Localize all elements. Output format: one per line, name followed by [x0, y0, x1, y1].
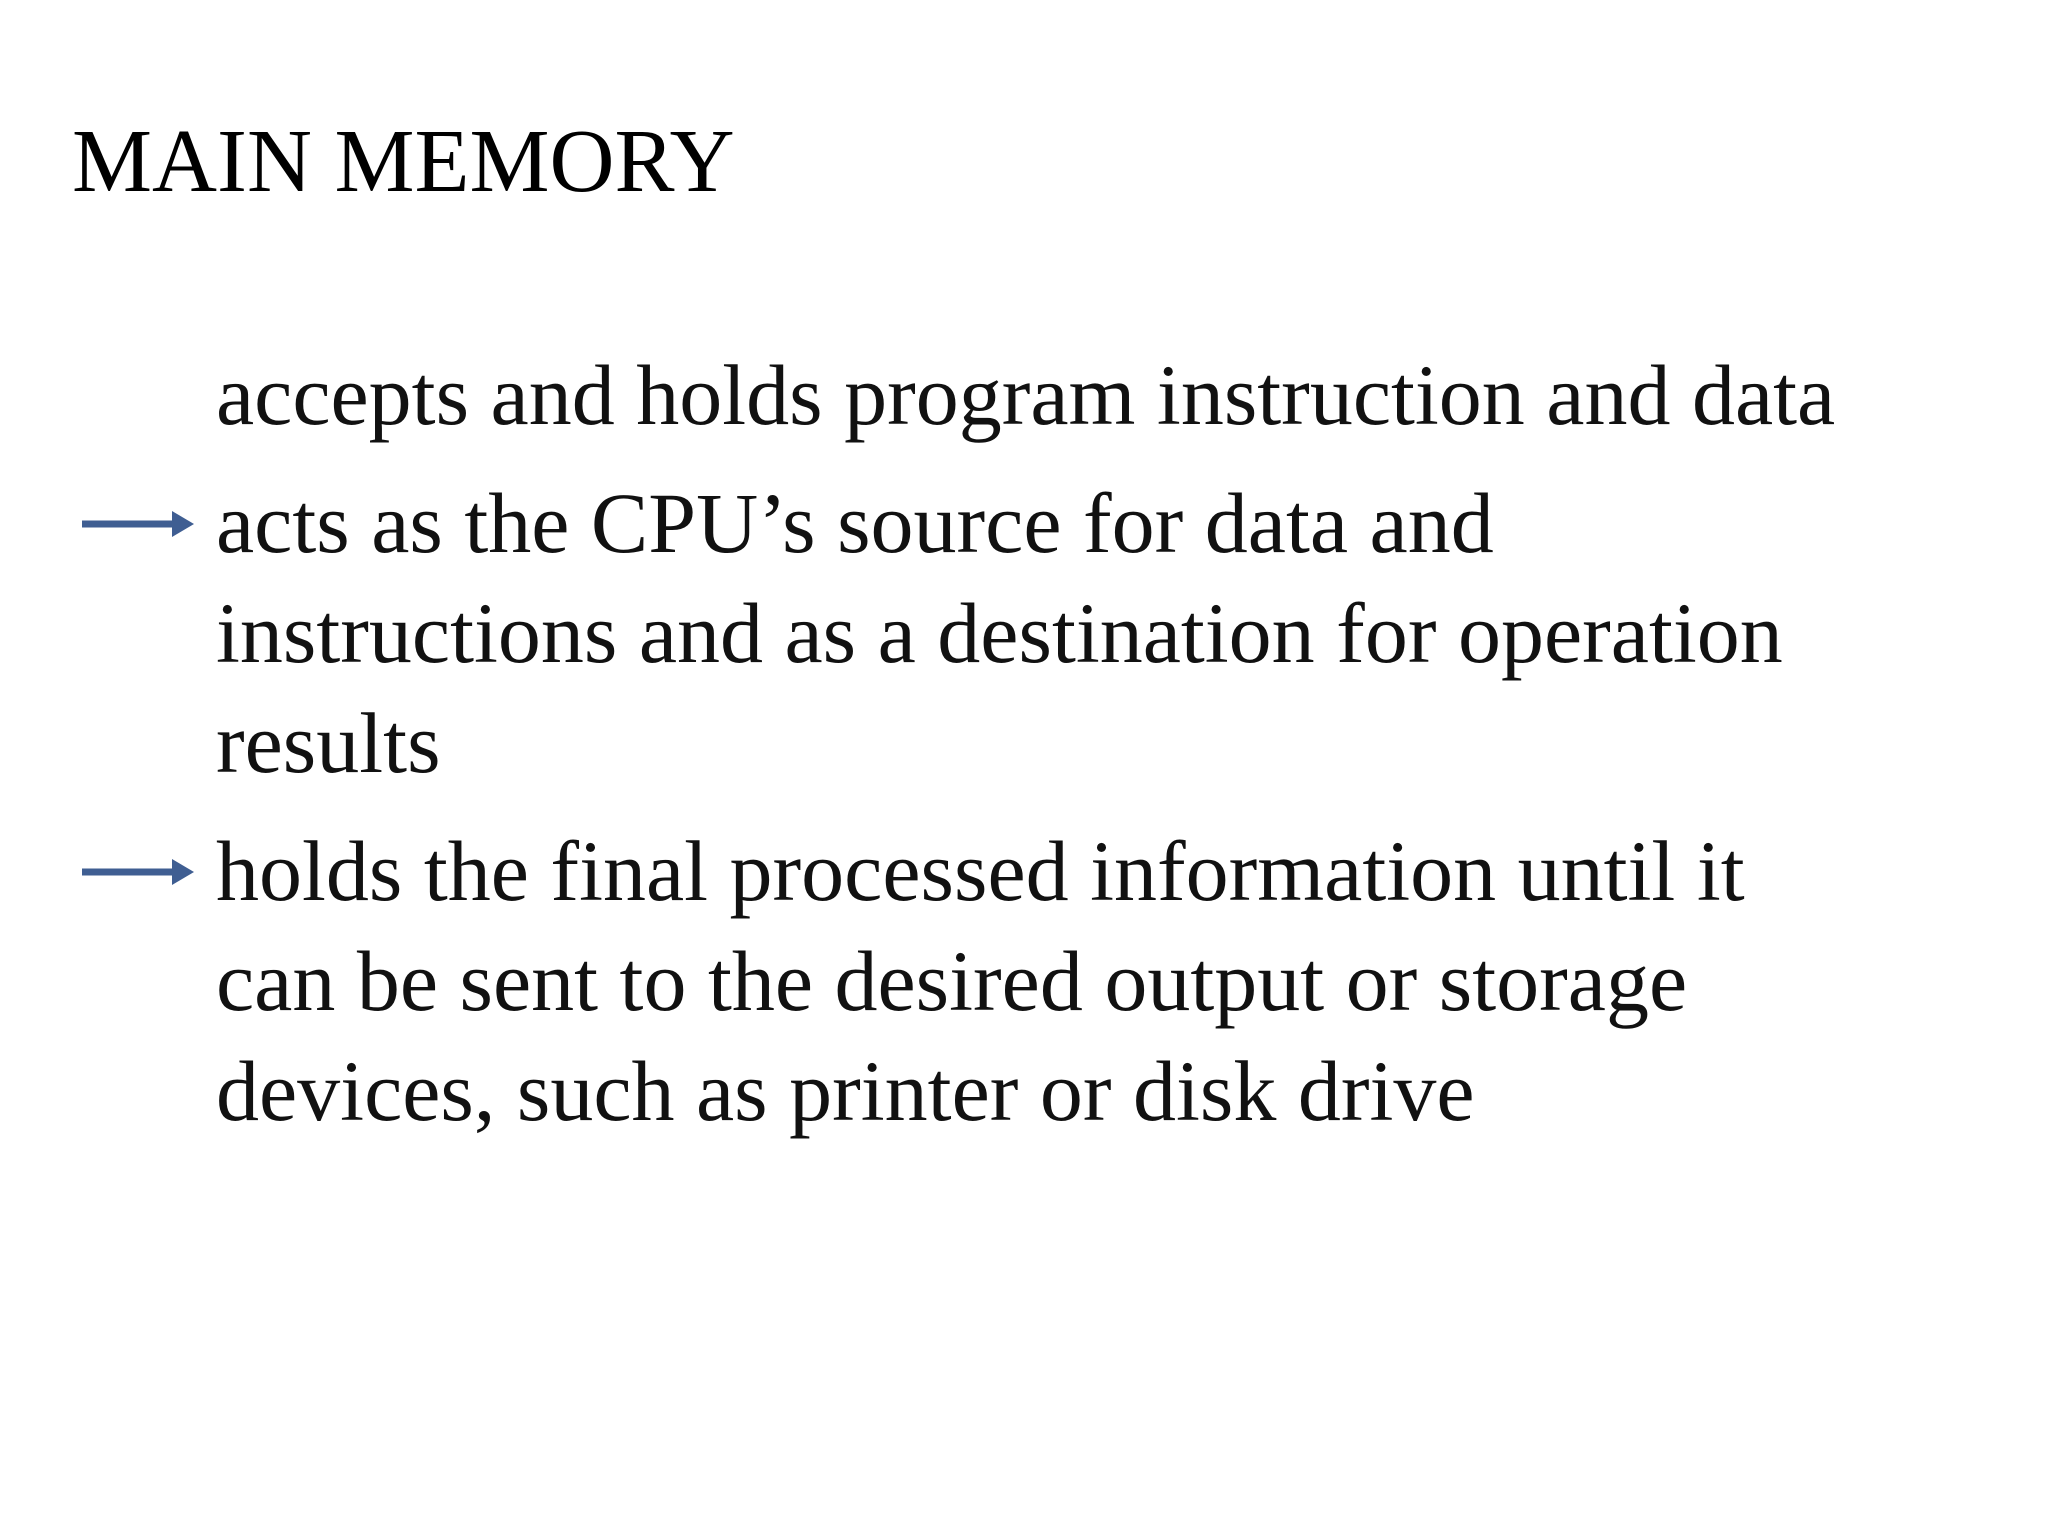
slide-title: MAIN MEMORY [72, 112, 735, 211]
bullet-text: holds the final processed information until it can be sent to the desired output or storage devices, such as printer or disk drive [216, 823, 1745, 1139]
bullet-list [0, 340, 2048, 1164]
arrow-right-icon [80, 854, 196, 890]
arrow-right-icon [80, 506, 196, 542]
bullet-text: accepts and holds program instruction and data [216, 347, 1836, 443]
bullet-item-final-info [0, 816, 1856, 1146]
bullet-item-accepts [0, 340, 1856, 450]
bullet-item-cpu-source [0, 468, 1856, 798]
bullet-text: acts as the CPU’s source for data and instructions and as a destination for operation results [216, 475, 1783, 791]
